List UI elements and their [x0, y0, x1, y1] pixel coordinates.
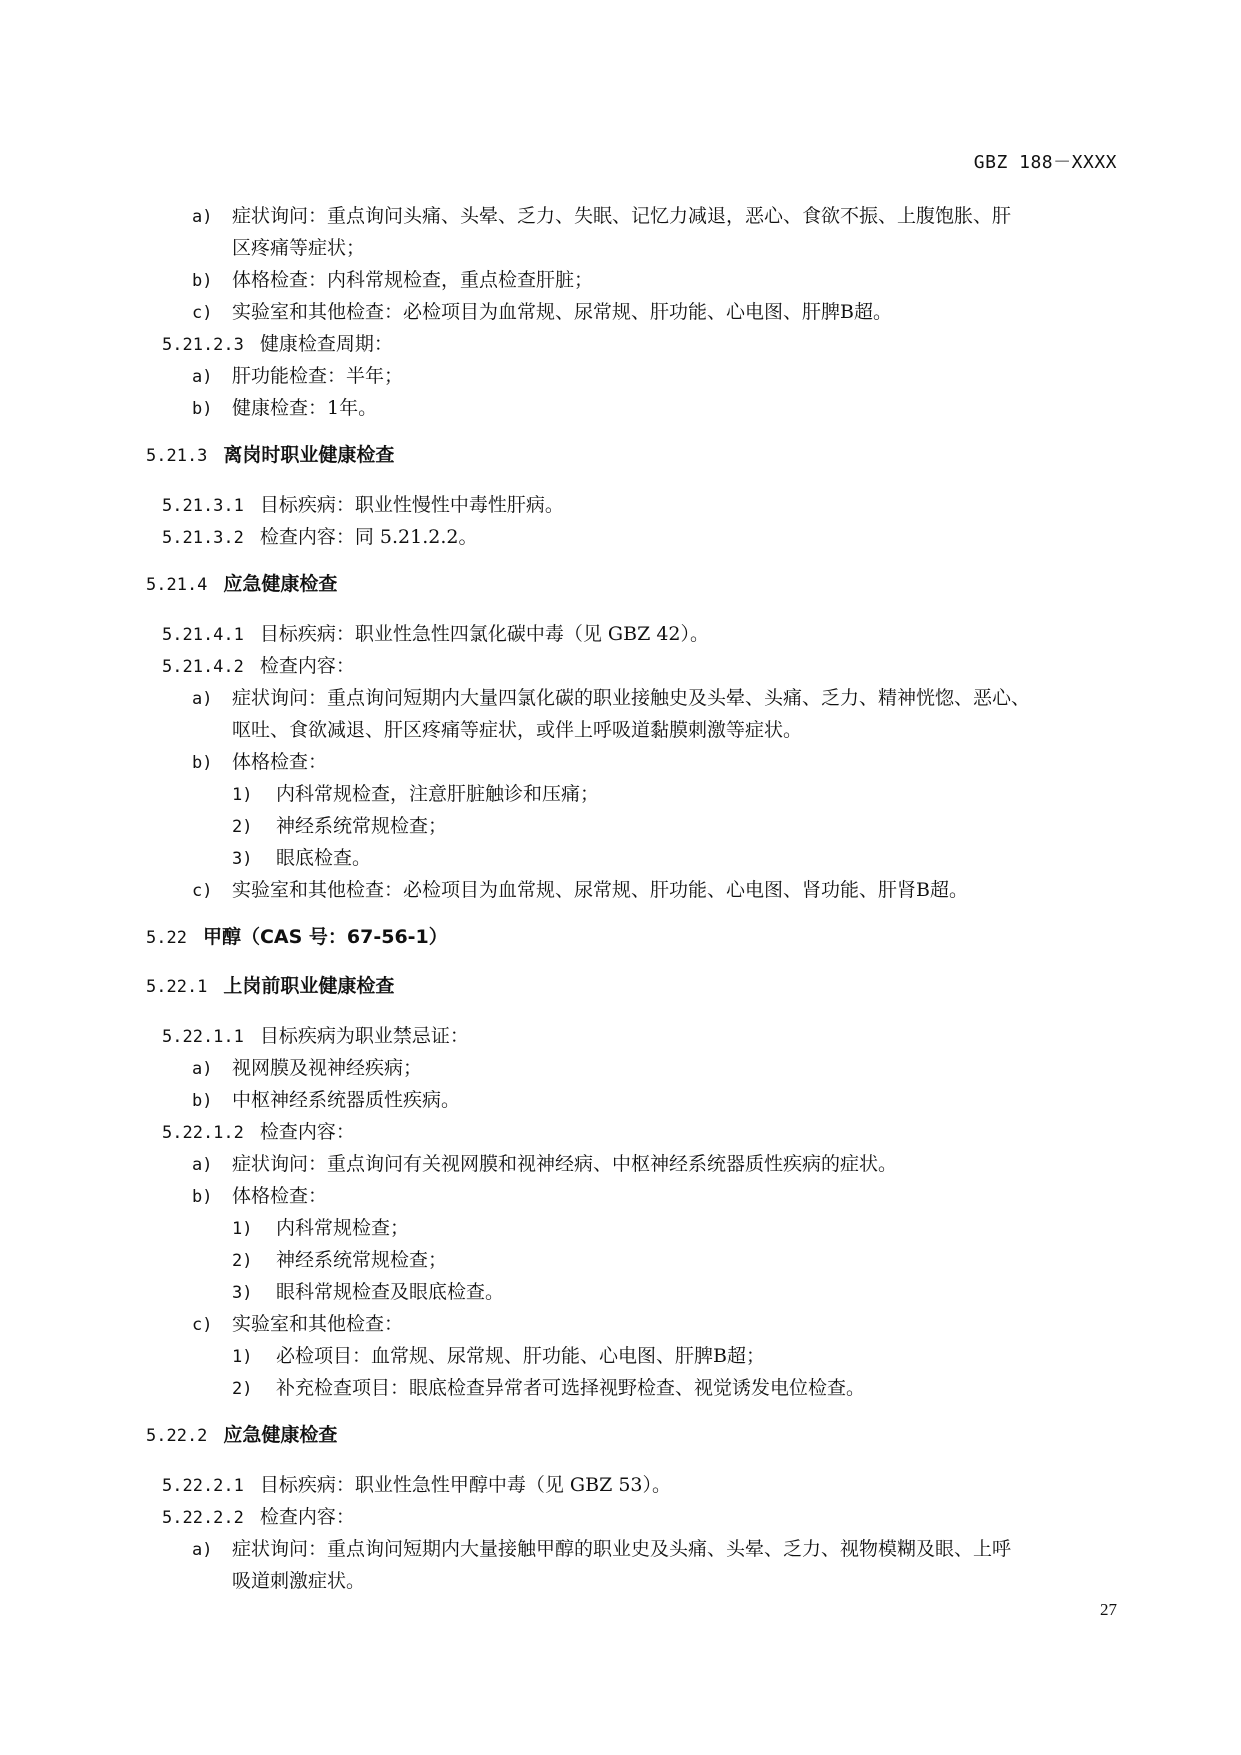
- list-item: [192, 747, 327, 778]
- sub-item-text: 补充检查项目：眼底检查异常者可选择视野检查、视觉诱发电位检查。: [276, 1377, 866, 1399]
- item-text: 实验室和其他检查：必检项目为血常规、尿常规、肝功能、心电图、肝脾B超。: [232, 301, 892, 323]
- list-item: [192, 297, 892, 328]
- list-item: [192, 875, 968, 906]
- item-text: 症状询问：重点询问短期内大量四氯化碳的职业接触史及头晕、头痛、乏力、精神恍惚、恶心、: [232, 687, 1031, 709]
- clause-text: 目标疾病：职业性慢性中毒性肝病。: [259, 494, 564, 516]
- list-item: [192, 1534, 1011, 1565]
- sub-item-text: 眼底检查。: [276, 847, 372, 869]
- sub-item-label: 2): [232, 817, 253, 837]
- item-label: a): [192, 1540, 213, 1560]
- clause-text: 目标疾病：职业性急性甲醇中毒（见 GBZ 53）。: [259, 1474, 671, 1496]
- section-heading: [146, 569, 337, 600]
- sub-item-label: 1): [232, 785, 253, 805]
- item-label: a): [192, 207, 213, 227]
- section-number: 5.22.2: [146, 1426, 208, 1446]
- clause-number: 5.22.1.2: [162, 1123, 244, 1143]
- clause-text: 检查内容：同 5.21.2.2。: [259, 526, 478, 548]
- item-label: a): [192, 1155, 213, 1175]
- item-label: a): [192, 367, 213, 387]
- section-number: 5.22.1: [146, 977, 208, 997]
- sub-item-label: 1): [232, 1219, 253, 1239]
- item-label: c): [192, 303, 213, 323]
- item-text: 健康检查：1年。: [232, 397, 378, 419]
- clause-text: 目标疾病为职业禁忌证：: [259, 1025, 469, 1047]
- item-label: b): [192, 1187, 213, 1207]
- item-text: 肝功能检查：半年；: [232, 365, 404, 387]
- sub-list-item: [232, 1277, 504, 1308]
- sub-list-item: [232, 1341, 765, 1372]
- list-item: [192, 1181, 327, 1212]
- list-item: [192, 265, 593, 296]
- list-item: [192, 1053, 422, 1084]
- clause: [162, 1502, 355, 1533]
- sub-item-label: 2): [232, 1251, 253, 1271]
- section-number: 5.22: [146, 928, 187, 948]
- item-label: b): [192, 1091, 213, 1111]
- item-label: b): [192, 271, 213, 291]
- section-heading: [146, 1420, 337, 1451]
- list-item-continuation: 吸道刺激症状。: [232, 1570, 366, 1592]
- section-title: 甲醇（CAS 号：67-56-1）: [202, 926, 448, 948]
- item-label: a): [192, 689, 213, 709]
- clause: [162, 522, 478, 553]
- list-item: [192, 361, 403, 392]
- item-text: 实验室和其他检查：: [232, 1313, 404, 1335]
- clause: [162, 490, 564, 521]
- document-header-id: GBZ 188－XXXX: [973, 152, 1117, 173]
- clause: [162, 1117, 355, 1148]
- sub-list-item: [232, 1373, 865, 1404]
- clause-text: 目标疾病：职业性急性四氯化碳中毒（见 GBZ 42）。: [259, 623, 709, 645]
- item-text: 体格检查：内科常规检查，重点检查肝脏；: [232, 269, 594, 291]
- clause-text: 检查内容：: [259, 1121, 355, 1143]
- section-number: 5.21.4: [146, 575, 208, 595]
- item-text: 视网膜及视神经疾病；: [232, 1057, 423, 1079]
- sub-list-item: [232, 811, 447, 842]
- sub-item-text: 神经系统常规检查；: [276, 1249, 448, 1271]
- item-label: b): [192, 753, 213, 773]
- section-title: 离岗时职业健康检查: [223, 444, 395, 466]
- sub-list-item: [232, 1213, 409, 1244]
- item-label: b): [192, 399, 213, 419]
- page-number: 27: [1100, 1600, 1117, 1619]
- section-title: 应急健康检查: [223, 573, 338, 595]
- sub-item-label: 3): [232, 1283, 253, 1303]
- clause-text: 检查内容：: [259, 655, 355, 677]
- item-label: c): [192, 881, 213, 901]
- section-title: 应急健康检查: [223, 1424, 338, 1446]
- item-text: 体格检查：: [232, 751, 328, 773]
- clause-number: 5.22.2.1: [162, 1476, 244, 1496]
- clause-text: 检查内容：: [259, 1506, 355, 1528]
- chapter-heading: [146, 922, 448, 953]
- item-label: a): [192, 1059, 213, 1079]
- section-number: 5.21.3: [146, 446, 208, 466]
- clause: [162, 651, 355, 682]
- list-item: [192, 201, 1011, 232]
- item-text: 症状询问：重点询问有关视网膜和视神经病、中枢神经系统器质性疾病的症状。: [232, 1153, 898, 1175]
- clause-number: 5.21.2.3: [162, 335, 244, 355]
- clause-number: 5.22.1.1: [162, 1027, 244, 1047]
- clause: [162, 619, 709, 650]
- list-item: [192, 1309, 403, 1340]
- sub-item-text: 内科常规检查，注意肝脏触诊和压痛；: [276, 783, 600, 805]
- sub-list-item: [232, 843, 371, 874]
- sub-item-label: 1): [232, 1347, 253, 1367]
- list-item: [192, 1149, 897, 1180]
- list-item: [192, 393, 377, 424]
- clause-number: 5.22.2.2: [162, 1508, 244, 1528]
- sub-item-label: 2): [232, 1379, 253, 1399]
- item-text: 症状询问：重点询问头痛、头晕、乏力、失眠、记忆力减退，恶心、食欲不振、上腹饱胀、肝: [232, 205, 1012, 227]
- item-text: 症状询问：重点询问短期内大量接触甲醇的职业史及头痛、头晕、乏力、视物模糊及眼、上呼: [232, 1538, 1012, 1560]
- clause-number: 5.21.4.2: [162, 657, 244, 677]
- sub-list-item: [232, 779, 599, 810]
- sub-item-text: 必检项目：血常规、尿常规、肝功能、心电图、肝脾B超；: [276, 1345, 765, 1367]
- section-heading: [146, 971, 394, 1002]
- item-text: 中枢神经系统器质性疾病。: [232, 1089, 461, 1111]
- clause: [162, 1470, 671, 1501]
- sub-item-text: 神经系统常规检查；: [276, 815, 448, 837]
- list-item-continuation: 区疼痛等症状；: [232, 237, 366, 259]
- list-item-continuation: 呕吐、食欲减退、肝区疼痛等症状，或伴上呼吸道黏膜刺激等症状。: [232, 719, 803, 741]
- list-item: [192, 683, 1030, 714]
- sub-item-label: 3): [232, 849, 253, 869]
- list-item: [192, 1085, 460, 1116]
- section-title: 上岗前职业健康检查: [223, 975, 395, 997]
- sub-item-text: 内科常规检查；: [276, 1217, 410, 1239]
- clause: [162, 329, 393, 360]
- sub-list-item: [232, 1245, 447, 1276]
- clause-number: 5.21.3.2: [162, 528, 244, 548]
- section-heading: [146, 440, 394, 471]
- clause-number: 5.21.3.1: [162, 496, 244, 516]
- clause-text: 健康检查周期：: [259, 333, 393, 355]
- item-label: c): [192, 1315, 213, 1335]
- item-text: 实验室和其他检查：必检项目为血常规、尿常规、肝功能、心电图、肾功能、肝肾B超。: [232, 879, 968, 901]
- sub-item-text: 眼科常规检查及眼底检查。: [276, 1281, 505, 1303]
- clause-number: 5.21.4.1: [162, 625, 244, 645]
- item-text: 体格检查：: [232, 1185, 328, 1207]
- clause: [162, 1021, 469, 1052]
